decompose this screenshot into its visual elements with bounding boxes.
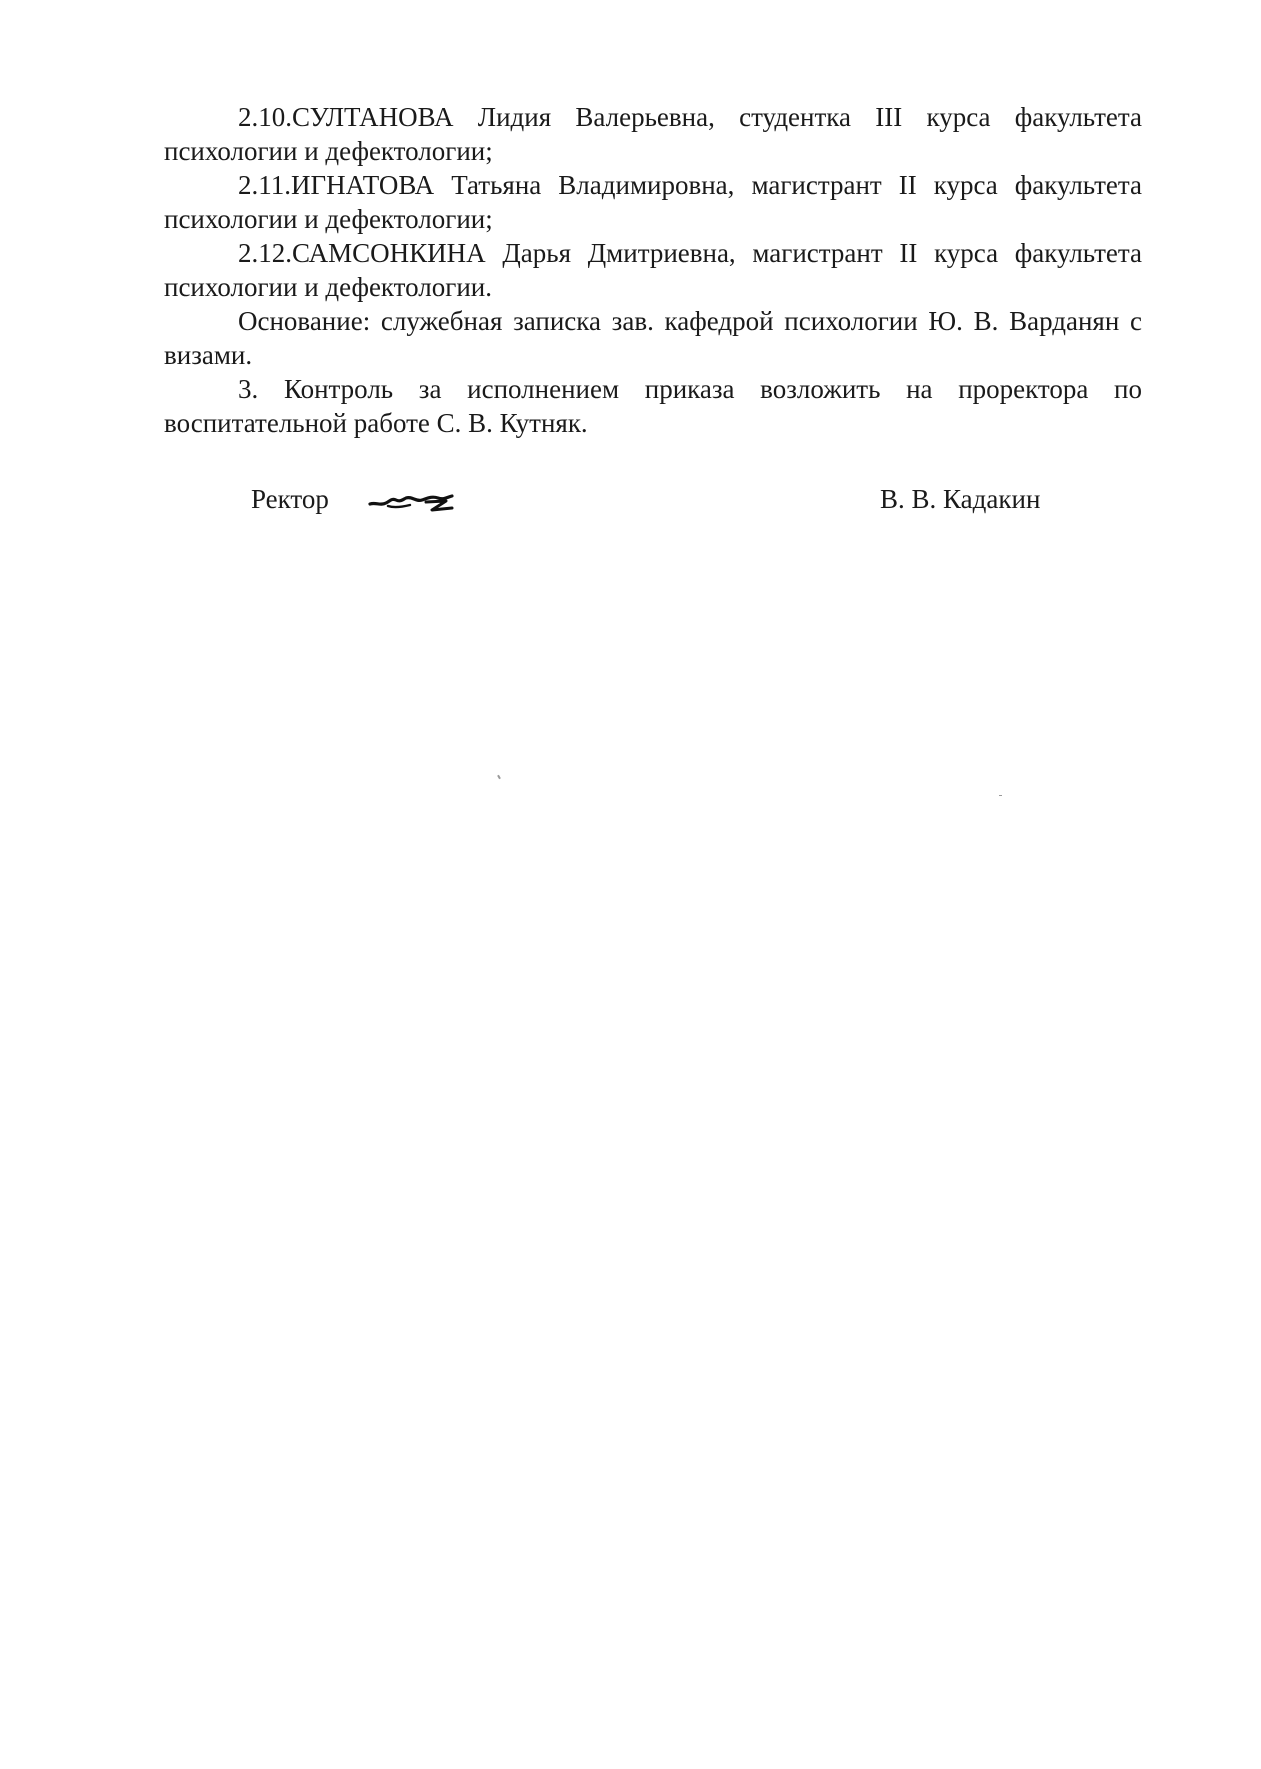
list-item-sultanova: 2.10.СУЛТАНОВА Лидия Валерьевна, студентка III курса факультета психологии и дефектологии; (164, 102, 1142, 166)
signature-block (0, 484, 1261, 524)
basis-paragraph: Основание: служебная записка зав. кафедрой психологии Ю. В. Варданян с визами. (164, 306, 1142, 370)
list-item-samsonkina: 2.12.САМСОНКИНА Дарья Дмитриевна, магистрант II курса факультета психологии и дефектологии. (164, 238, 1142, 302)
control-paragraph: 3. Контроль за исполнением приказа возложить на проректора по воспитательной работе С. В. Кутняк. (164, 374, 1142, 438)
order-text (164, 100, 1142, 440)
scan-speck (497, 775, 501, 779)
scan-speck (999, 795, 1002, 796)
signatory-name: В. В. Кадакин (880, 484, 1041, 514)
signatory-title: Ректор (251, 484, 329, 514)
handwritten-signature (366, 488, 456, 516)
list-item-ignatova: 2.11.ИГНАТОВА Татьяна Владимировна, магистрант II курса факультета психологии и дефектологии; (164, 170, 1142, 234)
